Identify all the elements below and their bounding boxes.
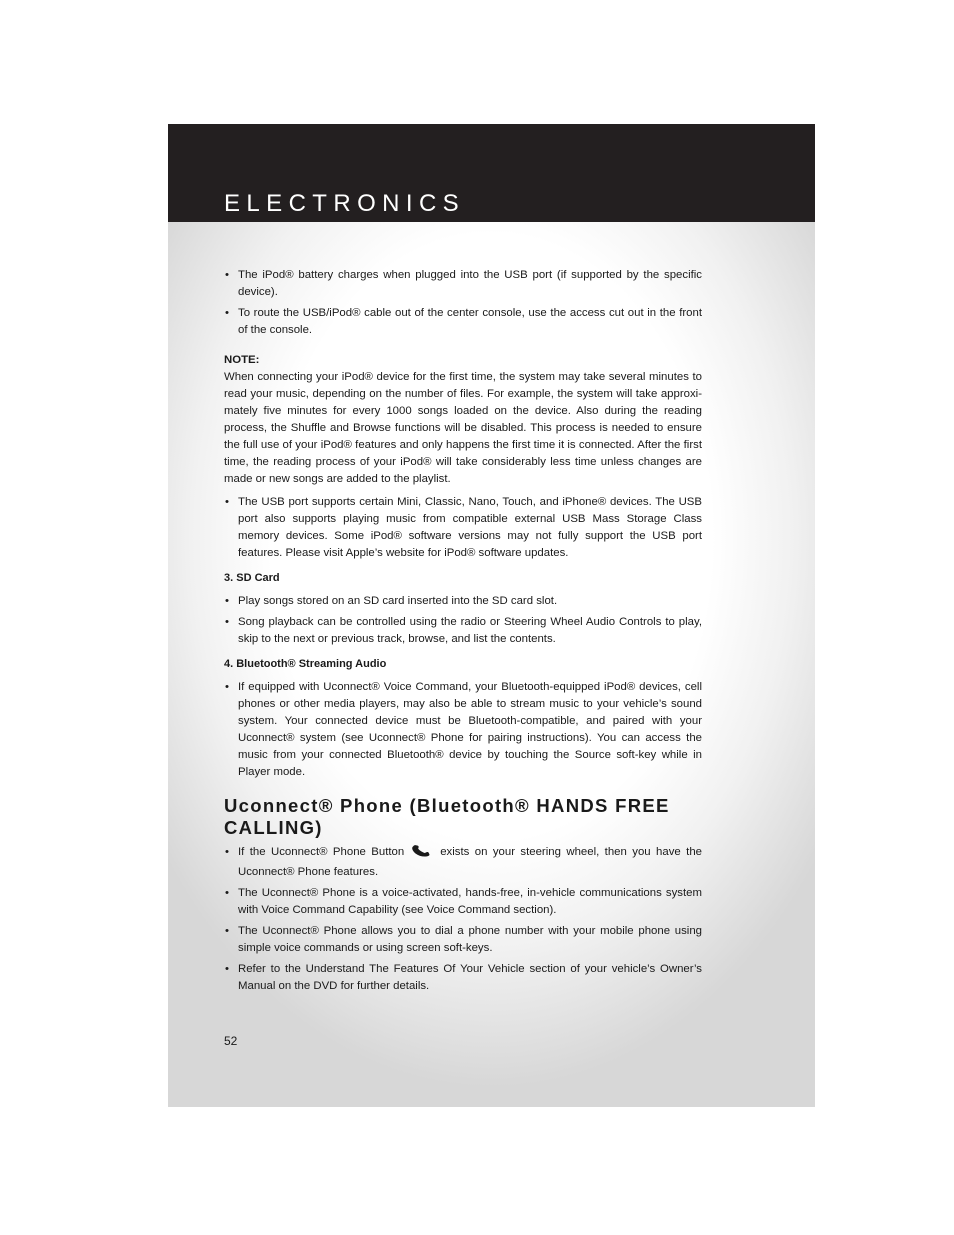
- bullet-list-usb: [224, 494, 702, 562]
- list-item: • The Uconnect® Phone is a voice-activated, hands-free, in-vehicle communications system with Voice Command Capability (see Voice Command section).: [224, 885, 702, 919]
- list-item: [224, 844, 702, 881]
- phone-icon: [410, 844, 434, 864]
- note-label: NOTE:: [224, 354, 260, 366]
- manual-page: [168, 124, 815, 1107]
- subheading-bluetooth-streaming: 4. Bluetooth® Streaming Audio: [224, 658, 387, 670]
- list-item: • The Uconnect® Phone allows you to dial a phone number with your mobile phone using simple voice commands or using screen soft-keys.: [224, 923, 702, 957]
- subheading-sd-card: 3. SD Card: [224, 572, 280, 584]
- list-item: • The USB port supports certain Mini, Classic, Nano, Touch, and iPhone® devices. The USB port also supports playing music from compatible external USB Mass Storage Class memory devices. Some iPod® software versions may not fully support the USB port features. Please visit Apple’s website for iPod® software updates.: [224, 494, 702, 562]
- list-item-text: If the Uconnect® Phone Button: [238, 846, 405, 858]
- bullet-list-uconnect: [224, 844, 702, 995]
- list-item: • Play songs stored on an SD card inserted into the SD card slot.: [224, 593, 702, 610]
- list-item-text: exists on your steering wheel, then you have the Uconnect® Phone features.: [238, 846, 702, 878]
- bullet-list-ipod: [224, 267, 702, 339]
- bullet-list-sd-card: [224, 593, 702, 648]
- section-title: ELECTRONICS: [224, 190, 466, 217]
- list-item: • To route the USB/iPod® cable out of the center console, use the access cut out in the front of the console.: [224, 305, 702, 339]
- note-text: When connecting your iPod® device for the first time, the system may take several minutes to read your music, depending on the number of files. For example, the system will take approxi-mately five minutes for every 1000 songs loaded on the device. Also during the reading process, the Shuffle and Browse functions will be disabled. This process is needed to ensure the full use of your iPod® features and only happens the first time it is connected. After the first time, the reading process of your iPod® will take considerably less time unless changes are made or new songs are added to the playlist.: [224, 371, 702, 485]
- page-number: 52: [224, 1034, 238, 1048]
- list-item: • The iPod® battery charges when plugged into the USB port (if supported by the specific device).: [224, 267, 702, 301]
- list-item: • If equipped with Uconnect® Voice Command, your Bluetooth-equipped iPod® devices, cell phones or other media players, may also be able to stream music to your vehicle’s sound system. Your connected device must be Bluetooth-compatible, and paired with your Uconnect® system (see Uconnect® Phone for pairing instructions). You can access the music from your connected Bluetooth® device by touching the Source soft-key while in Player mode.: [224, 679, 702, 781]
- list-item: • Song playback can be controlled using the radio or Steering Wheel Audio Controls to play, skip to the next or previous track, browse, and list the contents.: [224, 614, 702, 648]
- page-content: [224, 267, 702, 999]
- uconnect-phone-heading: Uconnect® Phone (Bluetooth® HANDS FREE CALLING): [224, 795, 670, 838]
- section-header-bar: [168, 124, 815, 222]
- bullet-list-bluetooth: [224, 679, 702, 781]
- list-item: • Refer to the Understand The Features Of Your Vehicle section of your vehicle’s Owner’s Manual on the DVD for further details.: [224, 961, 702, 995]
